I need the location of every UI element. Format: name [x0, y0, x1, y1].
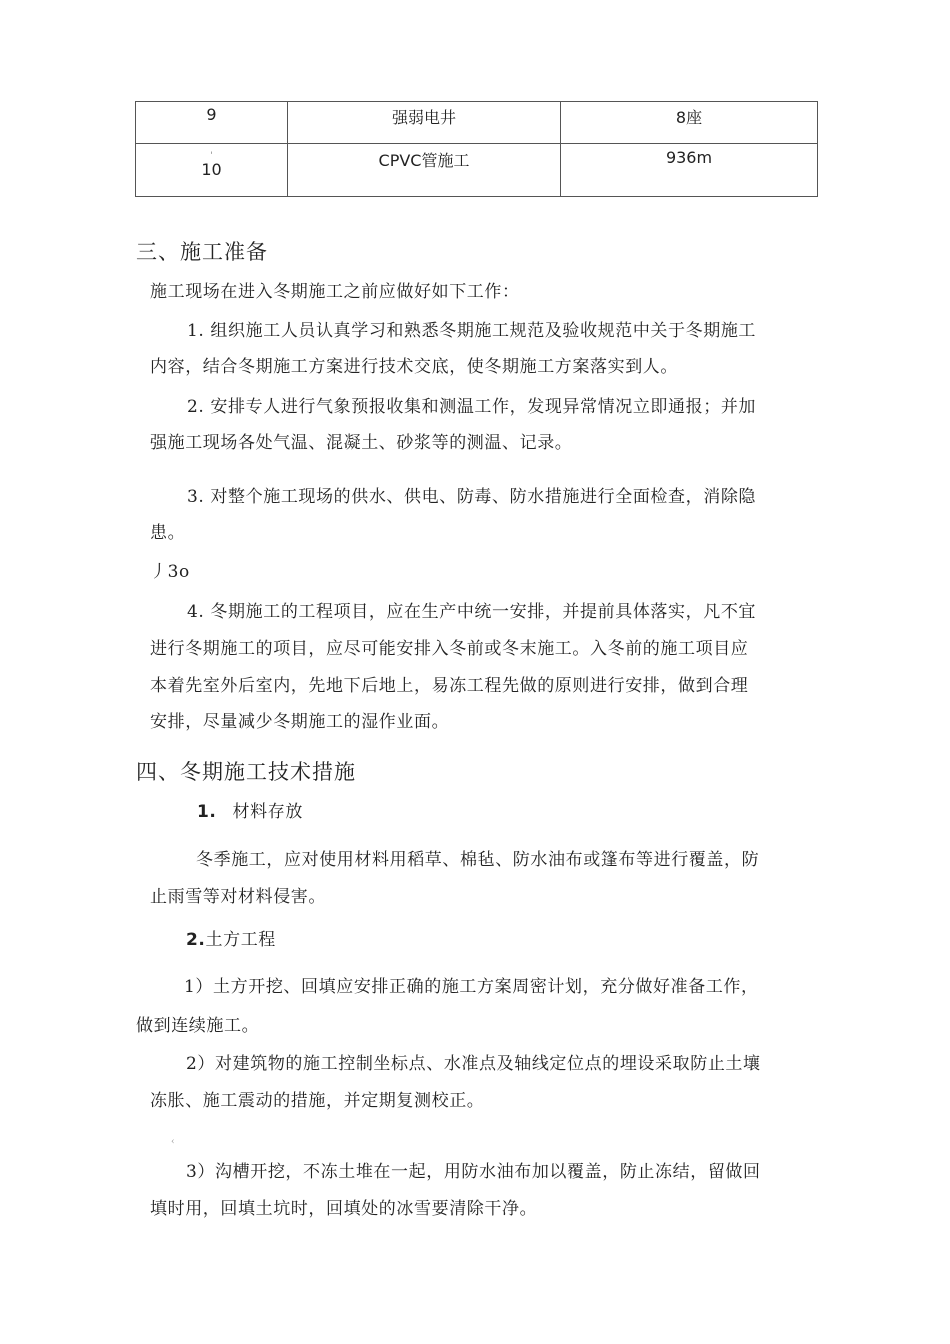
subsection-heading [186, 925, 276, 950]
subsection-number: 1. [197, 802, 217, 822]
paragraph-line: 冻胀、施工震动的措施，并定期复测校正。 [150, 1091, 485, 1111]
project-table [135, 101, 818, 197]
section-heading: 四、冬期施工技术措施 [136, 760, 356, 784]
paragraph-line: 填时用，回填土坑时，回填处的冰雪要清除干净。 [150, 1199, 538, 1219]
paragraph-line: 安排，尽量减少冬期施工的湿作业面。 [150, 712, 450, 732]
paragraph-line: 本着先室外后室内，先地下后地上，易冻工程先做的原则进行安排，做到合理 [150, 676, 749, 696]
paragraph-line: 患。 [150, 523, 186, 543]
subsection-heading [197, 797, 303, 822]
paragraph-line: 2. 安排专人进行气象预报收集和测温工作，发现异常情况立即通报；并加 [187, 397, 757, 417]
paragraph-line: 强施工现场各处气温、混凝土、砂浆等的测温、记录。 [150, 433, 573, 453]
stray-mark: ‹ [171, 1137, 175, 1147]
paragraph-line: 冬季施工，应对使用材料用稻草、棉毡、防水油布或篷布等进行覆盖，防 [196, 850, 760, 870]
row-item: 强弱电井 [288, 102, 561, 144]
row-number-cell [136, 144, 288, 197]
paragraph-line: 止雨雪等对材料侵害。 [150, 887, 326, 907]
paragraph-line: 1）土方开挖、回填应安排正确的施工方案周密计划，充分做好准备工作， [184, 977, 759, 997]
row-item: CPVC管施工 [288, 144, 561, 197]
paragraph-line: 施工现场在进入冬期施工之前应做好如下工作： [150, 282, 520, 302]
row-quantity: 936m [561, 144, 818, 197]
paragraph-line: 3. 对整个施工现场的供水、供电、防毒、防水措施进行全面检查，消除隐 [187, 487, 757, 507]
table-row [136, 144, 818, 197]
paragraph-line: 3）沟槽开挖，不冻土堆在一起，用防水油布加以覆盖，防止冻结，留做回 [186, 1162, 761, 1182]
row-number: 9 [136, 102, 288, 144]
paragraph-line: 1. 组织施工人员认真学习和熟悉冬期施工规范及验收规范中关于冬期施工 [187, 321, 757, 341]
paragraph-line: 进行冬期施工的项目，应尽可能安排入冬前或冬末施工。入冬前的施工项目应 [150, 639, 749, 659]
subsection-label: 土方工程 [205, 930, 276, 950]
paragraph-line: 做到连续施工。 [136, 1016, 260, 1036]
paragraph-line: 4. 冬期施工的工程项目，应在生产中统一安排，并提前具体落实，凡不宜 [187, 602, 757, 622]
row-number: 10 [201, 160, 222, 179]
subsection-number: 2. [186, 930, 206, 950]
section-heading: 三、施工准备 [136, 240, 268, 264]
paragraph-line: 2）对建筑物的施工控制坐标点、水准点及轴线定位点的埋设采取防止土壤 [186, 1054, 761, 1074]
table-row [136, 102, 818, 144]
subsection-label: 材料存放 [232, 802, 303, 822]
row-quantity: 8座 [561, 102, 818, 144]
stray-mark: ' [210, 151, 213, 161]
stray-text: 丿3o [150, 562, 190, 582]
paragraph-line: 内容，结合冬期施工方案进行技术交底，使冬期施工方案落实到人。 [150, 357, 678, 377]
